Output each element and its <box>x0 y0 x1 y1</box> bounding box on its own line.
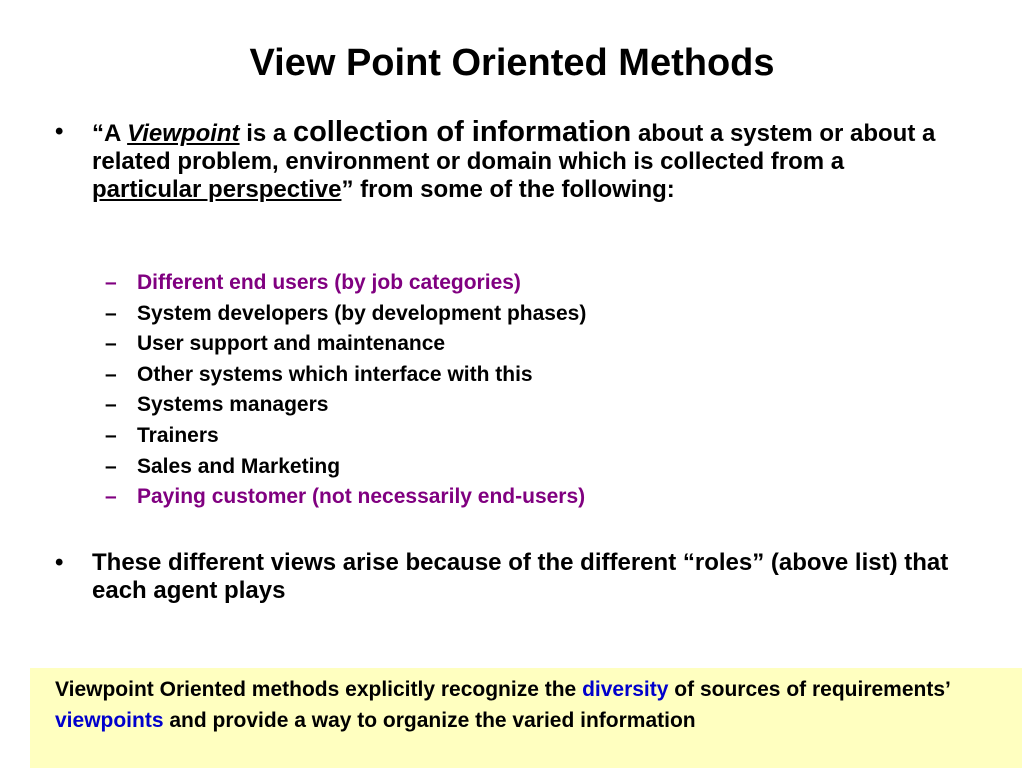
dash-marker: – <box>105 423 117 447</box>
bullet-roles <box>55 549 955 605</box>
bullet-dot: • <box>55 549 64 576</box>
dash-marker: – <box>105 362 117 386</box>
callout-text <box>55 674 1015 736</box>
perspective-term: particular perspective <box>92 176 342 203</box>
dash-marker: – <box>105 332 117 356</box>
dash-marker: – <box>105 301 117 325</box>
bullet-text <box>92 118 955 204</box>
dash-marker: – <box>105 393 117 417</box>
list-item <box>105 268 905 299</box>
list-item <box>105 360 905 391</box>
list-item-text: Other systems which interface with this <box>137 362 533 386</box>
viewpoint-sources-list <box>105 268 905 513</box>
list-item-text: Trainers <box>137 423 219 447</box>
list-item <box>105 329 905 360</box>
diversity-highlight: diversity <box>582 678 669 701</box>
bullet-dot: • <box>55 118 64 145</box>
viewpoint-term: Viewpoint <box>127 120 240 147</box>
list-item <box>105 390 905 421</box>
callout-part3: and provide a way to organize the varied information <box>163 709 696 732</box>
viewpoints-highlight: viewpoints <box>55 709 164 732</box>
definition-part2: is a <box>239 120 293 147</box>
list-item <box>105 452 905 483</box>
definition-part1: “A <box>92 120 128 147</box>
list-item-text: System developers (by development phases) <box>137 301 587 325</box>
list-item <box>105 299 905 330</box>
definition-part3: about a system or about a related problem, environment or domain which is collected from a <box>92 120 936 175</box>
list-item-text: Sales and Marketing <box>137 454 341 478</box>
callout-part1: Viewpoint Oriented methods explicitly recognize the <box>55 678 583 701</box>
callout-box <box>30 668 1022 768</box>
bullet-viewpoint-definition <box>55 118 955 204</box>
definition-emphasis: collection of information <box>292 116 632 148</box>
list-item-text: User support and maintenance <box>137 332 446 356</box>
list-item <box>105 421 905 452</box>
definition-part4: ” from some of the following: <box>341 176 675 203</box>
dash-marker: – <box>105 485 117 509</box>
bullet-text: These different views arise because of the different “roles” (above list) that each agent plays <box>92 549 949 604</box>
callout-part2: of sources of requirements’ <box>668 678 950 701</box>
list-item-text: Paying customer (not necessarily end-users) <box>137 485 586 509</box>
dash-marker: – <box>105 271 117 294</box>
list-item-text: Systems managers <box>137 393 329 417</box>
slide-title: View Point Oriented Methods <box>249 42 775 84</box>
list-item-text: Different end users (by job categories) <box>137 271 521 294</box>
dash-marker: – <box>105 454 117 478</box>
list-item <box>105 482 905 513</box>
